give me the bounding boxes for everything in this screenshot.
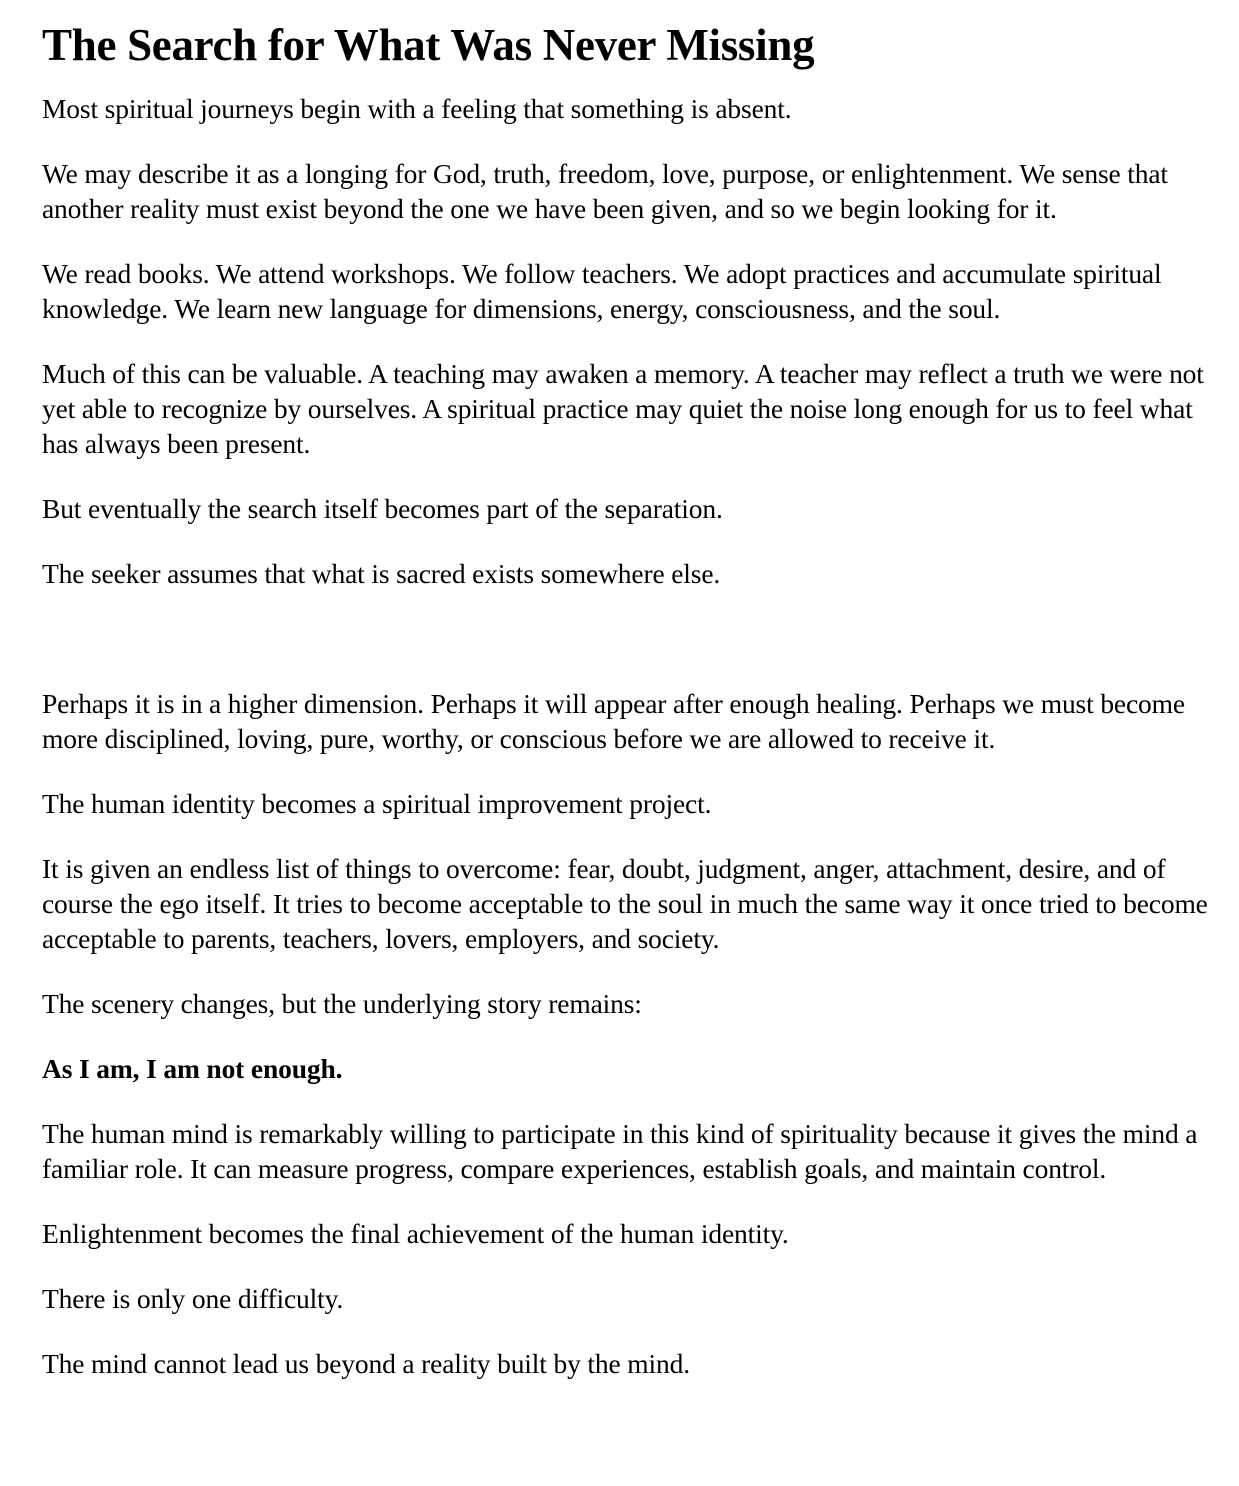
paragraph: We may describe it as a longing for God, truth, freedom, love, purpose, or enlightenment. We sense that another reality must exist beyond the one we have been given, and so we begin looking for it.	[42, 158, 1168, 224]
paragraph: Perhaps it is in a higher dimension. Perhaps it will appear after enough healing. Perhaps we must become more disciplined, loving, pure, worthy, or conscious before we are allowed to receive it.	[42, 688, 1185, 754]
paragraph: Much of this can be valuable. A teaching may awaken a memory. A teacher may reflect a truth we were not yet able to recognize by ourselves. A spiritual practice may quiet the noise long enough for us to feel what has always been present.	[42, 358, 1204, 459]
paragraph: It is given an endless list of things to overcome: fear, doubt, judgment, anger, attachment, desire, and of course the ego itself. It tries to become acceptable to the soul in much the same way it once tried to become acceptable to parents, teachers, lovers, employers, and society.	[42, 853, 1208, 954]
emphasis-statement: As I am, I am not enough.	[42, 1053, 343, 1084]
paragraph: We read books. We attend workshops. We follow teachers. We adopt practices and accumulate spiritual knowledge. We learn new language for dimensions, energy, consciousness, and the soul.	[42, 258, 1162, 324]
paragraph: The human mind is remarkably willing to participate in this kind of spirituality because it gives the mind a familiar role. It can measure progress, compare experiences, establish goals, and maintain control.	[42, 1118, 1198, 1184]
paragraph: The human identity becomes a spiritual improvement project.	[42, 788, 712, 819]
paragraph: Enlightenment becomes the final achievement of the human identity.	[42, 1218, 789, 1249]
paragraph: Most spiritual journeys begin with a feeling that something is absent.	[42, 93, 792, 124]
section-gap	[42, 621, 1219, 686]
paragraph: But eventually the search itself becomes part of the separation.	[42, 493, 723, 524]
paragraph: The seeker assumes that what is sacred exists somewhere else.	[42, 558, 721, 589]
page-title: The Search for What Was Never Missing	[42, 20, 815, 70]
paragraph: There is only one difficulty.	[42, 1283, 344, 1314]
paragraph: The mind cannot lead us beyond a reality built by the mind.	[42, 1348, 690, 1379]
paragraph: The scenery changes, but the underlying story remains:	[42, 988, 642, 1019]
